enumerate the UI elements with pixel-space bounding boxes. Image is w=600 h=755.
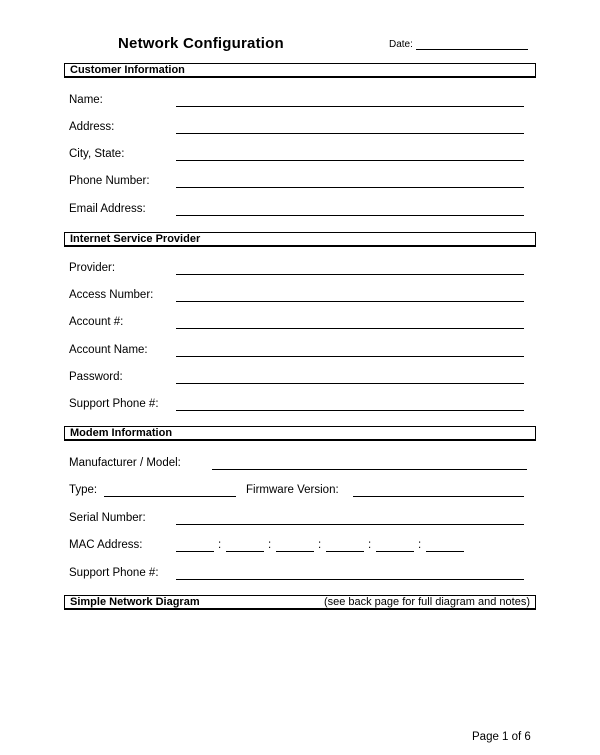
name-label: Name: <box>69 94 103 106</box>
account-number-field[interactable] <box>176 328 524 329</box>
address-label: Address: <box>69 121 115 133</box>
type-label: Type: <box>69 484 98 496</box>
section-heading: Internet Service Provider <box>70 233 201 245</box>
account-name-label: Account Name: <box>69 344 148 356</box>
mac-separator: : <box>418 539 422 551</box>
serial-number-label: Serial Number: <box>69 512 146 524</box>
date-field[interactable] <box>416 49 528 50</box>
page-title: Network Configuration <box>118 35 284 52</box>
mac-separator: : <box>268 539 272 551</box>
account-name-field[interactable] <box>176 356 524 357</box>
mac-octet-3-field[interactable] <box>276 551 314 552</box>
address-field[interactable] <box>176 133 524 134</box>
provider-field[interactable] <box>176 274 524 275</box>
email-address-field[interactable] <box>176 215 524 216</box>
mac-octet-6-field[interactable] <box>426 551 464 552</box>
firmware-version-field[interactable] <box>353 496 524 497</box>
section-modem-information <box>64 426 536 441</box>
section-simple-network-diagram <box>64 595 536 610</box>
mac-octet-4-field[interactable] <box>326 551 364 552</box>
manufacturer-model-label: Manufacturer / Model: <box>69 457 181 469</box>
diagram-note: (see back page for full diagram and notes) <box>323 596 530 608</box>
date-label: Date: <box>389 39 413 50</box>
mac-address-label: MAC Address: <box>69 539 143 551</box>
phone-number-label: Phone Number: <box>69 175 150 187</box>
serial-number-field[interactable] <box>176 524 524 525</box>
type-field[interactable] <box>104 496 236 497</box>
password-label: Password: <box>69 371 123 383</box>
mac-separator: : <box>368 539 372 551</box>
account-number-label: Account #: <box>69 316 124 328</box>
network-diagram-area[interactable] <box>64 614 536 714</box>
firmware-version-label: Firmware Version: <box>246 484 339 496</box>
isp-support-phone-label: Support Phone #: <box>69 398 159 410</box>
access-number-label: Access Number: <box>69 289 154 301</box>
modem-support-phone-field[interactable] <box>176 579 524 580</box>
provider-label: Provider: <box>69 262 116 274</box>
manufacturer-model-field[interactable] <box>212 469 527 470</box>
section-heading: Simple Network Diagram <box>70 596 200 608</box>
mac-separator: : <box>318 539 322 551</box>
mac-separator: : <box>218 539 222 551</box>
modem-support-phone-label: Support Phone #: <box>69 567 159 579</box>
mac-octet-2-field[interactable] <box>226 551 264 552</box>
section-internet-service-provider <box>64 232 536 247</box>
mac-octet-1-field[interactable] <box>176 551 214 552</box>
name-field[interactable] <box>176 106 524 107</box>
page-number: Page 1 of 6 <box>472 731 531 743</box>
section-heading: Modem Information <box>70 427 173 439</box>
city-state-field[interactable] <box>176 160 524 161</box>
section-customer-information <box>64 63 536 78</box>
email-address-label: Email Address: <box>69 203 146 215</box>
mac-octet-5-field[interactable] <box>376 551 414 552</box>
section-heading: Customer Information <box>70 64 185 76</box>
isp-support-phone-field[interactable] <box>176 410 524 411</box>
city-state-label: City, State: <box>69 148 125 160</box>
access-number-field[interactable] <box>176 301 524 302</box>
password-field[interactable] <box>176 383 524 384</box>
phone-number-field[interactable] <box>176 187 524 188</box>
